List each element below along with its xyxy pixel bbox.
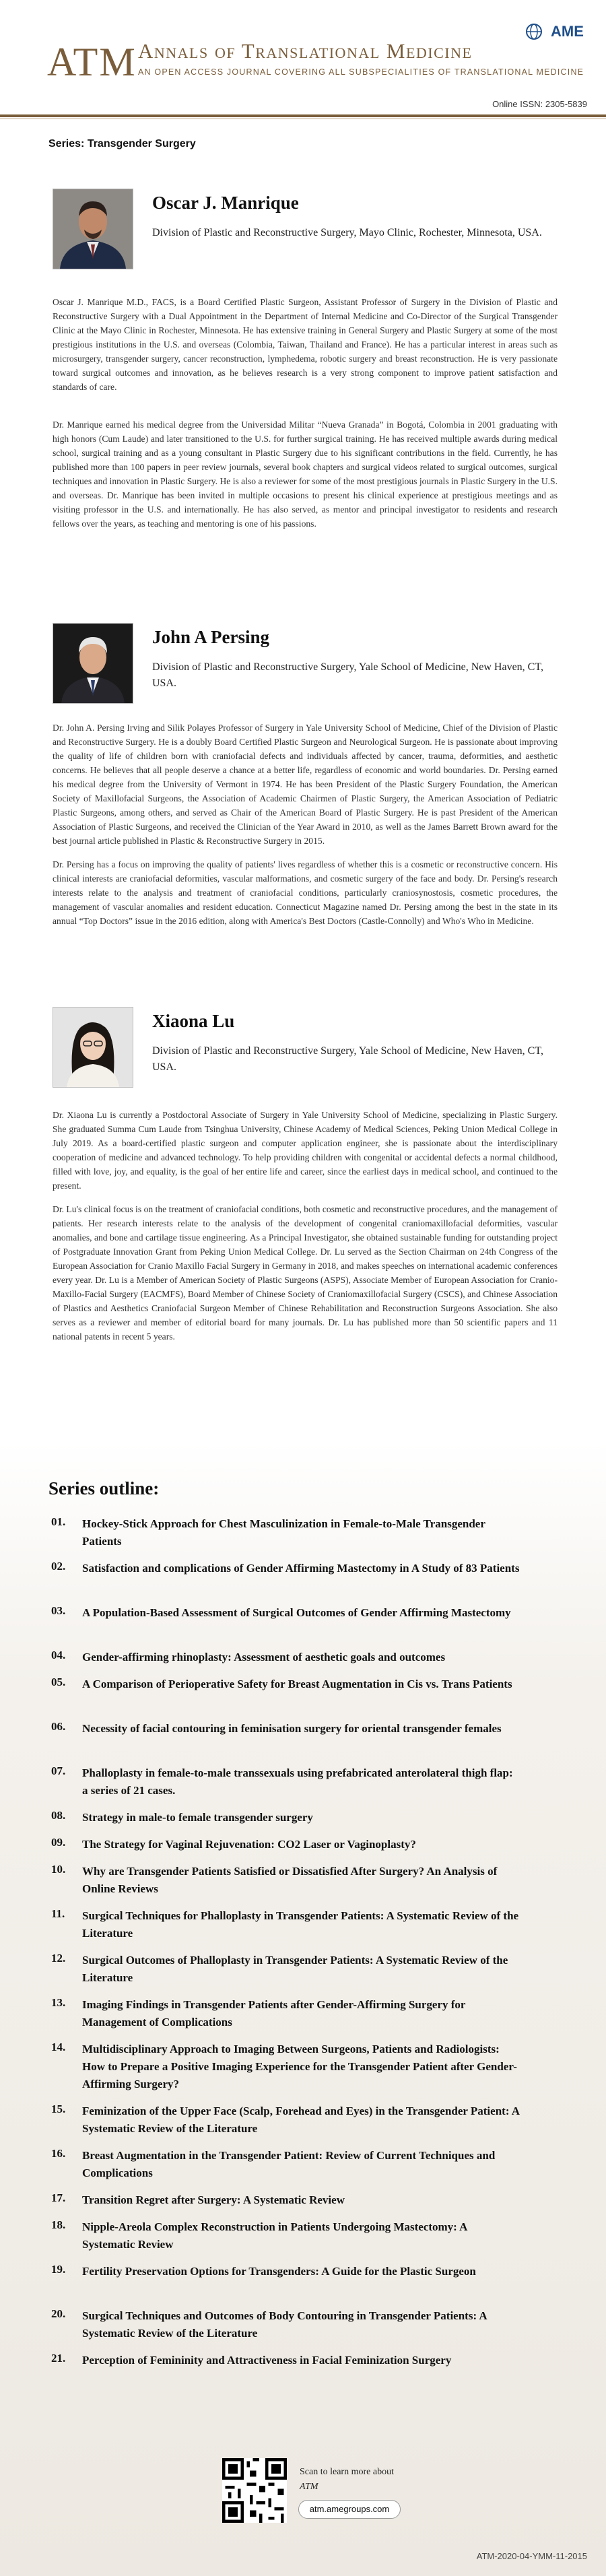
outline-title: Phalloplasty in female-to-male transsexuals using prefabricated anterolateral thigh flap: a series of 21 cases. (82, 1766, 513, 1797)
outline-title: Feminization of the Upper Face (Scalp, Forehead and Eyes) in the Transgender Patient: A Systematic Review of the Literature (82, 2105, 520, 2135)
outline-number: 18. (51, 2218, 66, 2231)
journal-url-link[interactable]: atm.amegroups.com (298, 2500, 401, 2519)
outline-number: 06. (51, 1720, 66, 1733)
qr-code-icon[interactable] (222, 2458, 287, 2523)
page-header (0, 0, 606, 108)
outline-number: 13. (51, 1996, 66, 2009)
bio-affiliation: Division of Plastic and Reconstructive Surgery, Mayo Clinic, Rochester, Minnesota, USA. (152, 227, 542, 238)
outline-title: Necessity of facial contouring in feminisation surgery for oriental transgender females (82, 1722, 502, 1735)
outline-title: Hockey-Stick Approach for Chest Masculinization in Female-to-Male Transgender Patients (82, 1517, 485, 1548)
series-label: Series: Transgender Surgery (48, 138, 196, 150)
bio-card-persing (53, 623, 558, 973)
avatar (53, 189, 133, 269)
outline-number: 04. (51, 1649, 66, 1661)
outline-title: Satisfaction and complications of Gender Affirming Mastectomy in A Study of 83 Patients (82, 1562, 520, 1575)
outline-title: Transition Regret after Surgery: A Systematic Review (82, 2193, 345, 2206)
outline-number: 10. (51, 1863, 66, 1876)
bio-paragraph: Oscar J. Manrique M.D., FACS, is a Board Certified Plastic Surgeon, Assistant Professor of Surgery in the Division of Plastic and Reconstructive Surgery with a Dual Appointment in the Department of Internal Medicine and Co-Director of the Surgical Transgender Clinic at the Mayo Clinic in Rochester, Minnesota. He has extensive training in General Surgery and Plastic Surgery at some of the most prestigious institutions in the U.S. and overseas (Colombia, Taiwan, Thailand and France). He has a particular interest in areas such as microsurgery, transgender surgery, cancer reconstruction, lymphedema, robotic surgery and breast reconstruction. He is very passionate toward surgical outcomes and innovation, as he believes research is a very strong component to improve patient satisfaction and standards of care. (53, 297, 558, 392)
outline-title: The Strategy for Vaginal Rejuvenation: CO2 Laser or Vaginoplasty? (82, 1838, 416, 1851)
outline-title: Surgical Techniques for Phalloplasty in Transgender Patients: A Systematic Review of the Literature (82, 1909, 519, 1940)
outline-title: Nipple-Areola Complex Reconstruction in Patients Undergoing Mastectomy: A Systematic Review (82, 2220, 467, 2251)
publisher-logo-text: AME (551, 23, 584, 40)
bio-name: John A Persing (152, 627, 270, 647)
outline-number: 09. (51, 1836, 66, 1849)
outline-number: 20. (51, 2307, 66, 2320)
outline-title: Breast Augmentation in the Transgender Patient: Review of Current Techniques and Complications (82, 2149, 496, 2179)
bio-card-lu (53, 1007, 558, 1424)
outline-number: 08. (51, 1809, 66, 1822)
outline-title: Gender-affirming rhinoplasty: Assessment of aesthetic goals and outcomes (82, 1651, 446, 1663)
outline-title: Surgical Outcomes of Phalloplasty in Transgender Patients: A Systematic Review of the Literature (82, 1954, 508, 1984)
bio-paragraph: Dr. Persing has a focus on improving the quality of patients' lives regardless of whether this is a cosmetic or reconstructive concern. His clinical interests are craniofacial deformities, vascular malformations, and cosmetic surgery of the face and body. Dr. Persing's research interests relate to the analysis and treatment of craniofacial conditions, particularly craniosynostosis, cosmetic procedures, the management of vascular anomalies and resident education. Connecticut Magazine named Dr. Persing among the best in the state in its annual “Top Doctors” issue in the 2016 edition, along with America's Best Doctors (Castle-Connolly) and Who's Who in Medicine. (53, 859, 558, 926)
outline-title: Multidisciplinary Approach to Imaging Between Surgeons, Patients and Radiologists: How to Prepare a Positive Imaging Experience for the Transgender Patient after Gender-Affirming Surgery? (82, 2043, 517, 2090)
outline-number: 11. (51, 1907, 65, 1920)
issn-label: Online ISSN: 2305-5839 (492, 99, 587, 109)
outline-title: A Comparison of Perioperative Safety for Breast Augmentation in Cis vs. Trans Patients (82, 1678, 512, 1690)
journal-title: Annals of Translational Medicine (138, 39, 473, 63)
bio-name: Oscar J. Manrique (152, 193, 299, 213)
outline-number: 17. (51, 2191, 66, 2204)
outline-number: 02. (51, 1560, 66, 1573)
outline-number: 07. (51, 1764, 66, 1777)
outline-title: Why are Transgender Patients Satisfied or Dissatisfied After Surgery? An Analysis of Online Reviews (82, 1865, 498, 1895)
journal-subtitle: AN OPEN ACCESS JOURNAL COVERING ALL SUBSPECIALITIES OF TRANSLATIONAL MEDICINE (138, 67, 584, 77)
outline-number: 15. (51, 2103, 66, 2115)
series-outline-heading: Series outline: (48, 1478, 160, 1498)
header-divider (0, 114, 606, 117)
bio-name: Xiaona Lu (152, 1011, 235, 1031)
avatar (53, 1007, 133, 1088)
footer-code: ATM-2020-04-YMM-11-2015 (476, 2551, 587, 2561)
bio-paragraph: Dr. Lu's clinical focus is on the treatment of craniofacial conditions, both cosmetic and reconstructive procedures, and the management of patients. Her research interests relate to the analysis of the development of congenital craniomaxillofacial deformities, vascular anomalies, and bone and cartilage tissue engineering. As a Principal Investigator, she obtained sustainable funding for outstanding project of Postgraduate Innovation Grant from Peking Union Medical College. Dr. Lu served as the Section Chairman on 24th Congress of the European Association for Cranio Maxillo Facial Surgery in Germany in 2018, and makes speeches on international academic conferences every year. Dr. Lu is a Member of American Society of Plastic Surgeons (ASPS), Associate Member of European Association for Cranio-Maxillo-Facial Surgery (EACMFS), Board Member of Chinese Society of Craniomaxillofacial Surgery (CSCS), and Chinese Association of Plastics and Aesthetics Craniofacial Surgeon Member of Chinese Rehabilitation and Reconstruction Surgeons Association. She also serves as a reviewer and member of editorial board for many journals. Dr. Lu has published more than 50 scientific papers and 11 national patents in recent 5 years. (53, 1204, 558, 1342)
outline-title: Perception of Femininity and Attractiveness in Facial Feminization Surgery (82, 2354, 452, 2367)
outline-number: 12. (51, 1952, 66, 1964)
bio-paragraph: Dr. Manrique earned his medical degree from the Universidad Militar “Nueva Granada” in Bogotá, Colombia in 2001 graduating with high honors (Cum Laude) and later transitioned to the U.S. for further surgical training. He has received multiple awards during medical school, surgical training and as a young consultant in Plastic Surgery due to his significant contributions in the field. Currently, he has published more than 100 papers in peer review journals, several book chapters and surgical videos related to surgical outcomes, surgical techniques and innovation in Plastic Surgery. He is also a reviewer for some of the most prestigious journals in Plastic Surgery in the U.S. and overseas. Dr. Manrique has been invited in multiple occasions to present his clinical experience at prestigious meetings and as visiting professor in the U.S. and internationally. He has also served, as mentor and principal investigator to residents and research fellows over the years, as teaching and mentoring is one of his passions. (53, 420, 558, 529)
bio-card-manrique (53, 189, 558, 593)
outline-title: Surgical Techniques and Outcomes of Body Contouring in Transgender Patients: A Systematic Review of the Literature (82, 2309, 487, 2340)
outline-number: 01. (51, 1515, 66, 1528)
outline-number: 21. (51, 2352, 66, 2365)
avatar (53, 623, 133, 704)
outline-title: Fertility Preservation Options for Transgenders: A Guide for the Plastic Surgeon (82, 2265, 476, 2278)
outline-title: Imaging Findings in Transgender Patients after Gender-Affirming Surgery for Management of Complications (82, 1998, 466, 2028)
outline-number: 03. (51, 1604, 66, 1617)
qr-caption (300, 2465, 407, 2495)
bio-affiliation: Division of Plastic and Reconstructive Surgery, Yale School of Medicine, New Haven, CT, USA. (152, 661, 543, 689)
journal-logo: ATM (47, 40, 137, 84)
bio-paragraph: Dr. Xiaona Lu is currently a Postdoctoral Associate of Surgery in Yale University School of Medicine, specializing in Plastic Surgery. She graduated Summa Cum Laude from Tsinghua University, Chinese Academy of Medical Sciences, Peking Union Medical College in July 2019. As a board-certified plastic surgeon and computer application engineer, she is passionate about the interdisciplinary cooperation of medicine and advanced technology. To help providing children with congenital or accidental defects a normal childhood, filled with love, joy, and equality, is the goal of her entire life and career, since the earliest days in medical school, and continued to the present. (53, 1110, 558, 1191)
outline-number: 05. (51, 1676, 66, 1688)
outline-title: Strategy in male-to female transgender surgery (82, 1811, 313, 1824)
outline-title: A Population-Based Assessment of Surgical Outcomes of Gender Affirming Mastectomy (82, 1606, 511, 1619)
bio-affiliation: Division of Plastic and Reconstructive Surgery, Yale School of Medicine, New Haven, CT, USA. (152, 1045, 543, 1073)
bio-paragraph: Dr. John A. Persing Irving and Silik Polayes Professor of Surgery in Yale University School of Medicine, Chief of the Division of Plastic and Reconstructive Surgery. He is a doubly Board Certified Plastic Surgeon and Neurological Surgeon. He is passionate about improving the quality of life of children born with craniofacial defects and individuals affected by cancer, trauma, deformities, and aesthetic concerns. He believes that all people deserve a chance at a better life, regardless of economic and world boundaries. Dr. Persing earned his medical degree from the University of Vermont in 1974. He has been President of the Plastic Surgery Foundation, the American Society of Maxillofacial Surgeons, the Association of Academic Chairmen of Plastic Surgery, the American Association of Pediatric Plastic Surgeons, among others, and served as Chair of the American Board of Plastic Surgery. He is past President of the American Association of Plastic Surgeons, and received the Clinician of the Year Award in 2010, as well as the James Barrett Brown award for the best journal article published in Plastic & Reconstructive Surgery in 2015. (53, 723, 558, 846)
qr-caption-journal: ATM (300, 2482, 318, 2492)
qr-caption-text: Scan to learn more about (300, 2467, 394, 2477)
outline-number: 16. (51, 2147, 66, 2160)
outline-number: 14. (51, 2041, 66, 2053)
outline-number: 19. (51, 2263, 66, 2276)
